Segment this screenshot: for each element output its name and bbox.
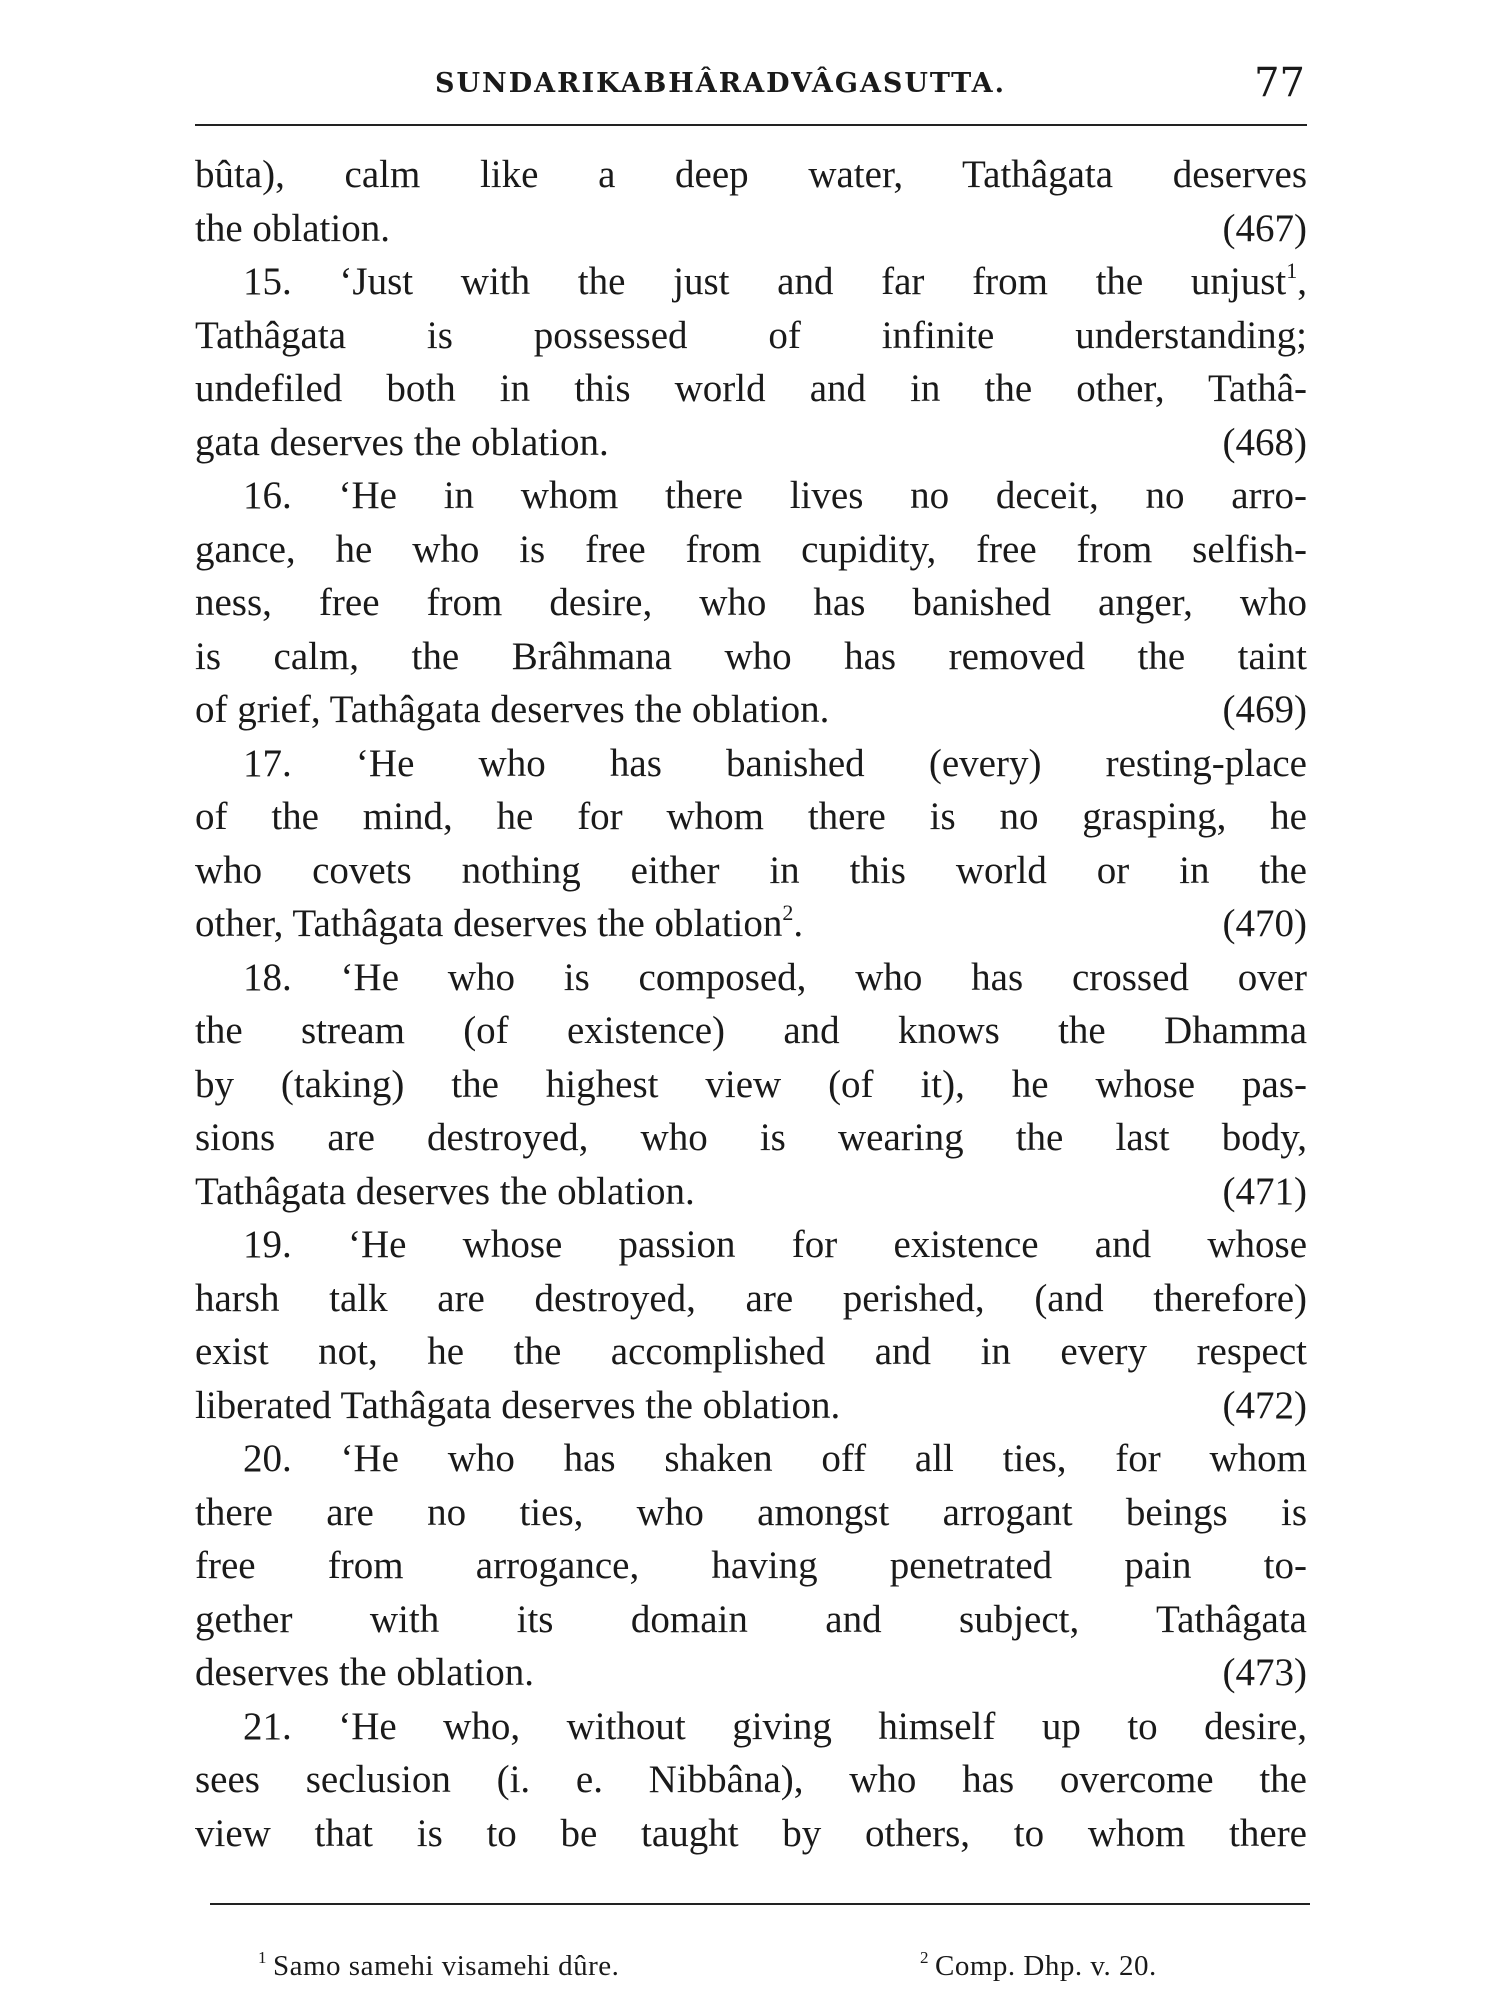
text-line [195,469,1307,523]
line-left [195,416,609,470]
line-text: of grief, Tathâgata deserves the oblation. [195,688,830,731]
line-text: sees seclusion (i. e. Nibbâna), who has overcome the [195,1758,1307,1801]
line-text: there are no ties, who amongst arrogant beings is [195,1490,1307,1534]
text-line [195,1753,1307,1807]
text-line [195,1486,1307,1540]
line-text: by (taking) the highest view (of it), he whose pas- [195,1062,1307,1106]
footnote-2 [920,1950,1157,1983]
footnote-text: Comp. Dhp. v. 20. [935,1950,1157,1982]
verse-number: (470) [1222,902,1307,945]
line-punctuation: . [793,902,804,945]
line-left [195,897,803,951]
footnote-text: Samo samehi visamehi dûre. [273,1950,620,1982]
text-line [195,148,1307,202]
text-line [195,416,1307,470]
line-text: 21. ‘He who, without giving himself up to desire, [243,1704,1307,1748]
footnote-marker: 1 [258,1948,267,1967]
line-text: liberated Tathâgata deserves the oblation. [195,1383,841,1427]
text-line [195,1111,1307,1165]
line-text: bûta), calm like a deep water, Tathâgata deserves [195,153,1307,196]
line-text: Tathâgata is possessed of infinite understanding; [195,313,1307,357]
text-line [195,1432,1307,1486]
line-text: deserves the oblation. [195,1651,534,1694]
line-left [195,1379,840,1433]
line-text: 20. ‘He who has shaken off all ties, for whom [243,1437,1307,1480]
line-left [195,202,390,256]
line-text: gata deserves the oblation. [195,420,609,464]
line-left [195,1165,695,1219]
line-text: is calm, the Brâhmana who has removed the taint [195,634,1307,678]
text-line [195,1272,1307,1326]
line-text: who covets nothing either in this world or in the [195,848,1307,892]
line-text: ness, free from desire, who has banished anger, who [195,581,1307,624]
line-punctuation: , [1297,260,1307,303]
line-text: free from arrogance, having penetrated pain to- [195,1544,1307,1587]
verse-number: (467) [1222,206,1307,250]
line-left [195,1646,534,1700]
line-text: other, Tathâgata deserves the oblation [195,902,783,945]
text-line [195,1165,1307,1219]
text-line [195,1807,1307,1861]
text-line [195,1539,1307,1593]
line-text: gance, he who is free from cupidity, free from selfish- [195,527,1307,571]
text-line [195,897,1307,951]
line-text: 17. ‘He who has banished (every) resting-place [243,741,1307,785]
footnote-ref: 2 [782,900,794,925]
text-line [195,576,1307,630]
text-line [195,737,1307,791]
line-text: undefiled both in this world and in the other, Tathâ- [195,367,1307,410]
text-line [195,1004,1307,1058]
text-line [195,683,1307,737]
text-line [195,630,1307,684]
header-rule [195,124,1307,126]
line-text: harsh talk are destroyed, are perished, (and therefore) [195,1276,1307,1320]
text-line [195,309,1307,363]
line-left [195,683,829,737]
footnote-marker: 2 [920,1948,929,1967]
running-head [195,62,1305,112]
running-title: SUNDARIKABHÂRADVÂGASUTTA. [435,68,1007,99]
footnote-rule [210,1903,1310,1905]
text-line [195,523,1307,577]
text-line [195,255,1307,309]
line-text: of the mind, he for whom there is no grasping, he [195,795,1307,838]
verse-number: (472) [1222,1383,1307,1427]
text-line [195,1218,1307,1272]
text-line [195,1700,1307,1754]
text-line [195,202,1307,256]
line-text: the stream (of existence) and knows the Dhamma [195,1009,1307,1052]
line-text: sions are destroyed, who is wearing the last body, [195,1116,1307,1159]
text-line [195,844,1307,898]
verse-number: (468) [1222,420,1307,464]
line-text: the oblation. [195,206,390,250]
line-text: 16. ‘He in whom there lives no deceit, no arro- [243,474,1307,517]
line-text: 15. ‘Just with the just and far from the unjust [243,260,1287,303]
line-text: view that is to be taught by others, to whom there [195,1811,1307,1855]
page-number: 77 [1254,60,1305,106]
line-text: gether with its domain and subject, Tathâgata [195,1597,1307,1641]
footnote-ref: 1 [1286,258,1298,283]
text-line [195,951,1307,1005]
line-text: 18. ‘He who is composed, who has crossed over [243,955,1307,999]
text-line [195,790,1307,844]
text-line [195,1646,1307,1700]
line-text: exist not, he the accomplished and in every respect [195,1330,1307,1373]
text-line [195,1325,1307,1379]
text-line [195,362,1307,416]
text-line [195,1058,1307,1112]
verse-number: (469) [1222,688,1307,731]
body-text [195,148,1307,1860]
footnote-1 [258,1950,619,1983]
verse-number: (473) [1222,1651,1307,1694]
text-line [195,1593,1307,1647]
line-text: 19. ‘He whose passion for existence and whose [243,1223,1307,1266]
line-text: Tathâgata deserves the oblation. [195,1169,695,1213]
text-line [195,1379,1307,1433]
verse-number: (471) [1222,1169,1307,1213]
